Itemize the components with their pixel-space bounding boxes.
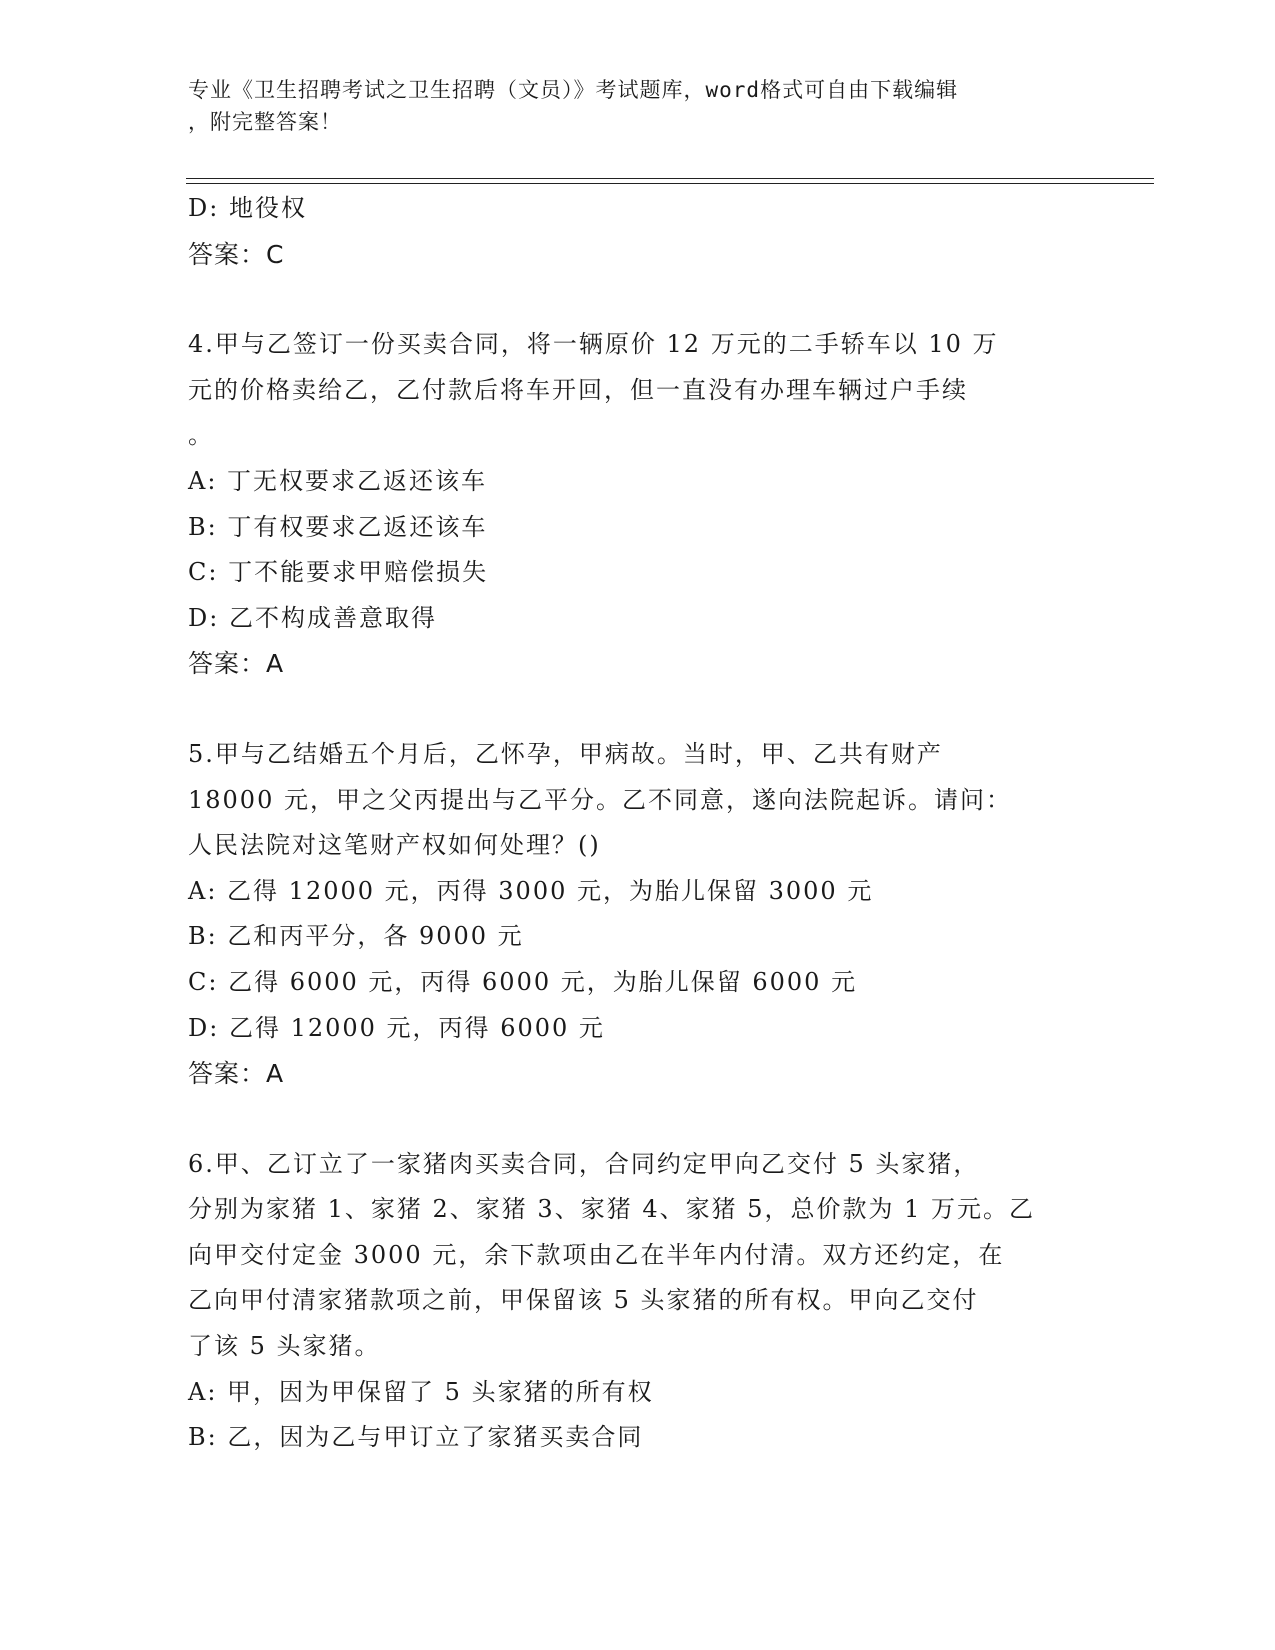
option-b: B: 乙，因为乙与甲订立了家猪买卖合同 <box>188 1423 644 1452</box>
option-c: C: 乙得 6000 元，丙得 6000 元，为胎儿保留 6000 元 <box>188 967 858 996</box>
header-line-1: 专业《卫生招聘考试之卫生招聘（文员）》考试题库，word格式可自由下载编辑 <box>188 78 959 102</box>
document-header <box>188 74 1088 138</box>
spacer <box>188 1097 1088 1142</box>
answer-line: 答案：C <box>188 239 285 269</box>
spacer <box>188 687 1088 732</box>
question-stem-line: 5.甲与乙结婚五个月后，乙怀孕，甲病故。当时，甲、乙共有财产 <box>188 739 943 768</box>
question-content <box>188 186 1088 1461</box>
question-stem-line: 18000 元，甲之父丙提出与乙平分。乙不同意，遂向法院起诉。请问： <box>188 785 1012 814</box>
header-line-2: ，附完整答案！ <box>188 110 342 134</box>
question-stem-line: 4.甲与乙签订一份买卖合同，将一辆原价 12 万元的二手轿车以 10 万 <box>188 330 999 359</box>
header-rule-top <box>186 178 1154 179</box>
option-d: D: 地役权 <box>188 194 307 222</box>
question-stem-line: 分别为家猪 1、家猪 2、家猪 3、家猪 4、家猪 5，总价款为 1 万元。乙 <box>188 1195 1036 1224</box>
option-c: C: 丁不能要求甲赔偿损失 <box>188 558 489 587</box>
option-b: B: 乙和丙平分，各 9000 元 <box>188 922 524 951</box>
option-a: A: 丁无权要求乙返还该车 <box>188 466 488 495</box>
header-rule-bottom <box>186 183 1154 184</box>
option-d: D: 乙得 12000 元，丙得 6000 元 <box>188 1013 605 1042</box>
question-stem-line: 。 <box>188 421 214 450</box>
option-d: D: 乙不构成善意取得 <box>188 603 437 632</box>
option-b: B: 丁有权要求乙返还该车 <box>188 512 488 541</box>
option-a: A: 甲，因为甲保留了 5 头家猪的所有权 <box>188 1377 654 1406</box>
answer-line: 答案：A <box>188 1059 285 1089</box>
question-block-6 <box>188 1142 1088 1461</box>
question-block-5 <box>188 732 1088 1097</box>
question-stem-line: 向甲交付定金 3000 元，余下款项由乙在半年内付清。双方还约定，在 <box>188 1240 1005 1269</box>
answer-line: 答案：A <box>188 649 285 679</box>
question-stem-line: 乙向甲付清家猪款项之前，甲保留该 5 头家猪的所有权。甲向乙交付 <box>188 1286 979 1315</box>
question-stem-line: 人民法院对这笔财产权如何处理？() <box>188 831 601 860</box>
question-stem-line: 了该 5 头家猪。 <box>188 1332 381 1361</box>
question-block-4 <box>188 322 1088 687</box>
question-stem-line: 6.甲、乙订立了一家猪肉买卖合同，合同约定甲向乙交付 5 头家猪， <box>188 1149 980 1178</box>
option-a: A: 乙得 12000 元，丙得 3000 元，为胎儿保留 3000 元 <box>188 876 874 905</box>
question-stem-line: 元的价格卖给乙，乙付款后将车开回，但一直没有办理车辆过户手续 <box>188 375 968 404</box>
spacer <box>188 277 1088 322</box>
